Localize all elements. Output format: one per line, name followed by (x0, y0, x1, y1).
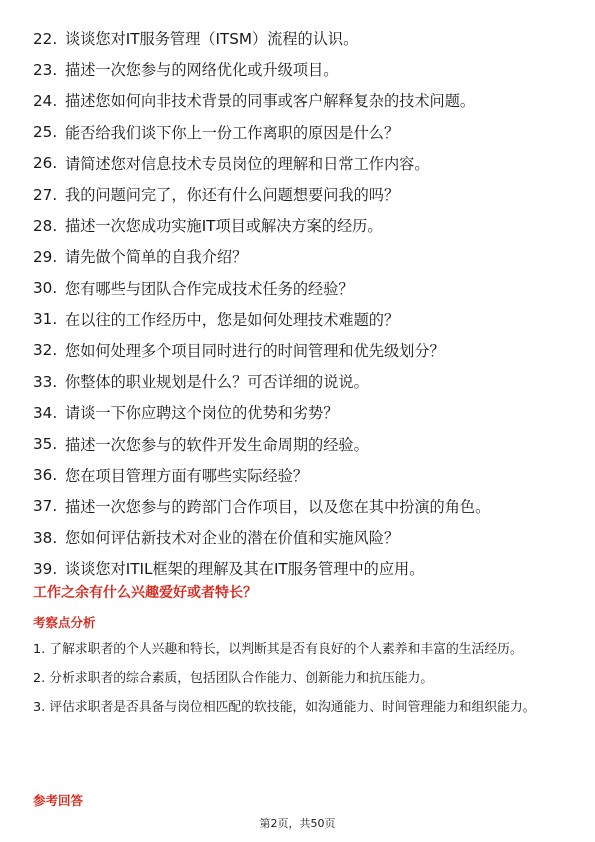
question-text: 描述一次您参与的网络优化或升级项目。 (65, 61, 339, 80)
question-text: 谈谈您对IT服务管理（ITSM）流程的认识。 (65, 30, 359, 49)
question-number: 29. (33, 247, 58, 266)
question-item (33, 117, 573, 148)
analysis-title: 考察点分析 (33, 615, 96, 630)
question-text: 谈谈您对ITIL框架的理解及其在IT服务管理中的应用。 (65, 560, 425, 579)
question-item (33, 553, 573, 584)
question-number: 22. (33, 29, 58, 48)
question-number: 31. (33, 310, 58, 329)
question-number: 36. (33, 466, 58, 485)
question-number: 24. (33, 91, 58, 110)
analysis-point: 2. 分析求职者的综合素质，包括团队合作能力、创新能力和抗压能力。 (33, 671, 434, 686)
question-text: 请简述您对信息技术专员岗位的理解和日常工作内容。 (65, 154, 430, 173)
question-item (33, 241, 573, 272)
question-item (33, 522, 573, 553)
question-number: 27. (33, 185, 58, 204)
question-text: 请谈一下你应聘这个岗位的优势和劣势？ (65, 404, 339, 423)
question-text: 您如何处理多个项目同时进行的时间管理和优先级划分？ (65, 341, 445, 360)
question-list (33, 23, 573, 584)
question-text: 描述一次您参与的软件开发生命周期的经验。 (65, 435, 369, 454)
question-text: 请先做个简单的自我介绍？ (65, 248, 248, 267)
question-text: 描述一次您参与的跨部门合作项目，以及您在其中扮演的角色。 (65, 497, 491, 516)
question-item (33, 428, 573, 459)
question-text: 在以往的工作经历中，您是如何处理技术难题的？ (65, 310, 400, 329)
question-number: 23. (33, 60, 58, 79)
analysis-points (33, 637, 568, 724)
question-item (33, 148, 573, 179)
question-item (33, 397, 573, 428)
question-text: 您有哪些与团队合作完成技术任务的经验？ (65, 279, 354, 298)
question-text: 您在项目管理方面有哪些实际经验？ (65, 466, 308, 485)
question-text: 描述您如何向非技术背景的同事或客户解释复杂的技术问题。 (65, 92, 476, 111)
question-item (33, 460, 573, 491)
question-item (33, 54, 573, 85)
question-number: 33. (33, 372, 58, 391)
question-text: 您如何评估新技术对企业的潜在价值和实施风险？ (65, 529, 400, 548)
question-item (33, 335, 573, 366)
question-item (33, 366, 573, 397)
question-text: 我的问题问完了，你还有什么问题想要问我的吗？ (65, 186, 400, 205)
question-item (33, 273, 573, 304)
question-number: 39. (33, 559, 58, 578)
reference-answer-title: 参考回答 (33, 793, 84, 808)
question-number: 38. (33, 528, 58, 547)
question-item (33, 85, 573, 116)
question-item (33, 23, 573, 54)
question-text: 描述一次您成功实施IT项目或解决方案的经历。 (65, 217, 383, 236)
question-item (33, 491, 573, 522)
question-number: 32. (33, 341, 58, 360)
question-number: 25. (33, 123, 58, 142)
question-item (33, 304, 573, 335)
question-item (33, 210, 573, 241)
page-number: 第2页，共50页 (259, 817, 336, 830)
question-item (33, 179, 573, 210)
question-text: 你整体的职业规划是什么？可否详细的说说。 (65, 373, 369, 392)
question-text: 能否给我们谈下你上一份工作离职的原因是什么？ (65, 123, 400, 142)
analysis-point: 1. 了解求职者的个人兴趣和特长，以判断其是否有良好的个人素养和丰富的生活经历。 (33, 642, 523, 657)
question-number: 28. (33, 216, 58, 235)
question-number: 30. (33, 279, 58, 298)
section-heading: 工作之余有什么兴趣爱好或者特长？ (33, 585, 257, 601)
question-number: 35. (33, 435, 58, 454)
question-number: 34. (33, 403, 58, 422)
question-number: 26. (33, 154, 58, 173)
analysis-point: 3. 评估求职者是否具备与岗位相匹配的软技能，如沟通能力、时间管理能力和组织能力。 (33, 700, 536, 715)
question-number: 37. (33, 497, 58, 516)
